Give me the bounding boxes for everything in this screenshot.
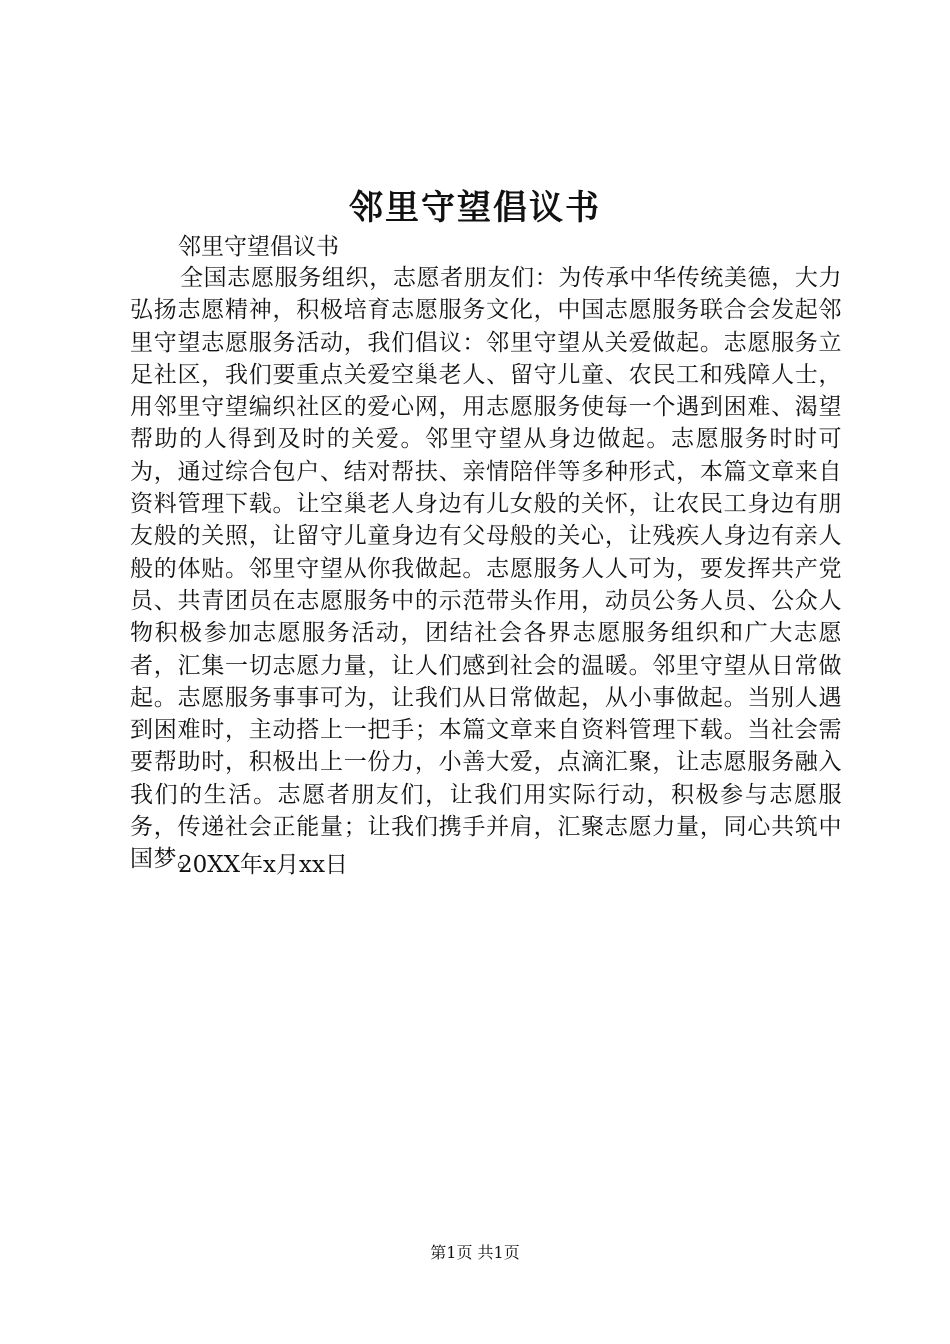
document-title: 邻里守望倡议书 bbox=[349, 188, 601, 228]
document-subtitle: 邻里守望倡议书 bbox=[178, 234, 339, 260]
page-footer: 第1页 共1页 bbox=[430, 1243, 520, 1262]
document-date: 20XX年x月xx日 bbox=[178, 852, 348, 878]
document-body: 全国志愿服务组织，志愿者朋友们：为传承中华传统美德，大力弘扬志愿精神，积极培育志愿服务文化，中国志愿服务联合会发起邻里守望志愿服务活动，我们倡议：邻里守望从关爱做起。志愿服务立足社区，我们要重点关爱空巢老人、留守儿童、农民工和残障人士，用邻里守望编织社区的爱心网，用志愿服务使每一个遇到困难、渴望帮助的人得到及时的关爱。邻里守望从身边做起。志愿服务时时可为，通过综合包户、结对帮扶、亲情陪伴等多种形式，本篇文章来自资料管理下载。让空巢老人身边有儿女般的关怀，让农民工身边有朋友般的关照，让留守儿童身边有父母般的关心，让残疾人身边有亲人般的体贴。邻里守望从你我做起。志愿服务人人可为，要发挥共产党员、共青团员在志愿服务中的示范带头作用，动员公务人员、公众人物积极参加志愿服务活动，团结社会各界志愿服务组织和广大志愿者，汇集一切志愿力量，让人们感到社会的温暖。邻里守望从日常做起。志愿服务事事可为，让我们从日常做起，从小事做起。当别人遇到困难时，主动搭上一把手；本篇文章来自资料管理下载。当社会需要帮助时，积极出上一份力，小善大爱，点滴汇聚，让志愿服务融入我们的生活。志愿者朋友们，让我们用实际行动，积极参与志愿服务，传递社会正能量；让我们携手并肩，汇聚志愿力量，同心共筑中国梦。 bbox=[130, 265, 842, 873]
